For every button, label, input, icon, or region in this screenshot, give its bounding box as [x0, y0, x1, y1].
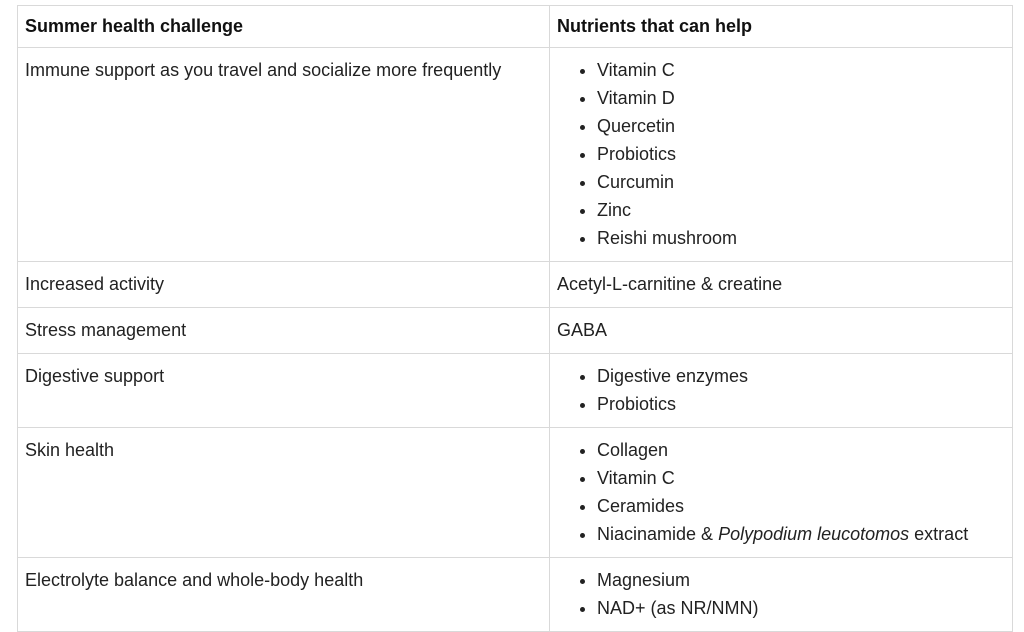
list-item: • Collagen [597, 436, 1005, 464]
list-item-italic: Polypodium leucotomos [718, 524, 910, 544]
nutrients-cell [550, 558, 1013, 632]
challenge-cell: Immune support as you travel and socialize more frequently [18, 48, 550, 262]
nutrients-cell: Acetyl-L-carnitine & creatine [550, 262, 1013, 308]
table-row [18, 558, 1013, 632]
nutrients-cell [550, 428, 1013, 558]
table-header-row [18, 6, 1013, 48]
nutrient-list [557, 566, 1005, 622]
nutrient-list [557, 362, 1005, 418]
list-item: • Ceramides [597, 492, 1005, 520]
list-item: • Probiotics [597, 390, 1005, 418]
list-item-suffix: extract [909, 524, 969, 544]
list-item: • Zinc [597, 196, 1005, 224]
nutrient-table [17, 5, 1013, 632]
list-item [597, 520, 1005, 548]
list-item: • Digestive enzymes [597, 362, 1005, 390]
nutrient-list [557, 436, 1005, 548]
nutrients-cell [550, 354, 1013, 428]
header-nutrients: Nutrients that can help [550, 6, 1013, 48]
challenge-cell: Skin health [18, 428, 550, 558]
table-row [18, 48, 1013, 262]
table-row [18, 428, 1013, 558]
challenge-cell: Stress management [18, 308, 550, 354]
list-item: • Curcumin [597, 168, 1005, 196]
challenge-cell: Increased activity [18, 262, 550, 308]
challenge-cell: Digestive support [18, 354, 550, 428]
challenge-cell: Electrolyte balance and whole-body health [18, 558, 550, 632]
nutrient-list [557, 56, 1005, 252]
list-item: • Probiotics [597, 140, 1005, 168]
list-item-prefix: Niacinamide & [597, 524, 719, 544]
list-item: • Quercetin [597, 112, 1005, 140]
table-row [18, 354, 1013, 428]
list-item: • NAD+ (as NR/NMN) [597, 594, 1005, 622]
list-item: • Magnesium [597, 566, 1005, 594]
list-item: • Reishi mushroom [597, 224, 1005, 252]
header-challenge: Summer health challenge [18, 6, 550, 48]
table-row [18, 308, 1013, 354]
table-row [18, 262, 1013, 308]
list-item: • Vitamin C [597, 464, 1005, 492]
nutrients-cell [550, 48, 1013, 262]
list-item: • Vitamin C [597, 56, 1005, 84]
nutrients-cell: GABA [550, 308, 1013, 354]
list-item: • Vitamin D [597, 84, 1005, 112]
